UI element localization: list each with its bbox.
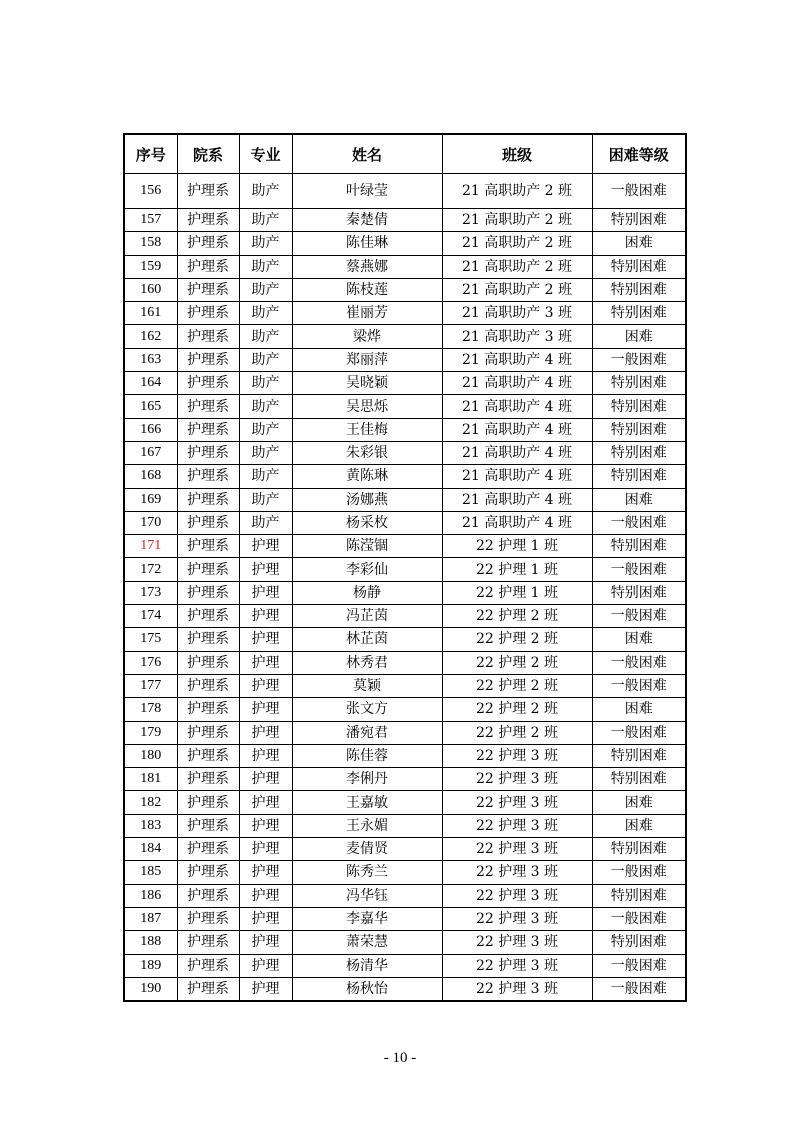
cell-class: 22 护理 3 班 — [442, 954, 592, 977]
cell-difficulty-level: 特别困难 — [592, 581, 686, 604]
cell-difficulty-level: 一般困难 — [592, 861, 686, 884]
page-number: - 10 - — [383, 1050, 417, 1066]
table-row — [124, 931, 686, 954]
cell-difficulty-level: 一般困难 — [592, 605, 686, 628]
cell-department: 护理系 — [177, 907, 239, 930]
cell-difficulty-level: 一般困难 — [592, 674, 686, 697]
cell-serial-no: 171 — [124, 535, 177, 558]
cell-class: 22 护理 3 班 — [442, 907, 592, 930]
cell-class: 21 高职助产 4 班 — [442, 441, 592, 464]
cell-class: 21 高职助产 4 班 — [442, 395, 592, 418]
cell-difficulty-level: 困难 — [592, 698, 686, 721]
cell-class: 22 护理 2 班 — [442, 721, 592, 744]
cell-major: 护理 — [239, 651, 292, 674]
cell-name: 朱彩银 — [292, 441, 442, 464]
cell-class: 22 护理 3 班 — [442, 931, 592, 954]
cell-department: 护理系 — [177, 698, 239, 721]
cell-major: 护理 — [239, 744, 292, 767]
table-row — [124, 372, 686, 395]
cell-department: 护理系 — [177, 605, 239, 628]
cell-name: 李俐丹 — [292, 768, 442, 791]
cell-difficulty-level: 特别困难 — [592, 931, 686, 954]
cell-class: 22 护理 3 班 — [442, 744, 592, 767]
cell-major: 护理 — [239, 605, 292, 628]
table-row — [124, 465, 686, 488]
cell-name: 杨秋怡 — [292, 977, 442, 1001]
cell-serial-no: 165 — [124, 395, 177, 418]
cell-department: 护理系 — [177, 628, 239, 651]
table-row — [124, 954, 686, 977]
cell-difficulty-level: 特别困难 — [592, 441, 686, 464]
cell-serial-no: 180 — [124, 744, 177, 767]
cell-class: 22 护理 3 班 — [442, 977, 592, 1001]
cell-difficulty-level: 困难 — [592, 628, 686, 651]
table-row — [124, 651, 686, 674]
cell-major: 护理 — [239, 977, 292, 1001]
cell-major: 助产 — [239, 278, 292, 301]
cell-major: 护理 — [239, 931, 292, 954]
cell-major: 护理 — [239, 954, 292, 977]
cell-department: 护理系 — [177, 884, 239, 907]
cell-department: 护理系 — [177, 814, 239, 837]
cell-class: 22 护理 1 班 — [442, 581, 592, 604]
cell-name: 麦倩贤 — [292, 838, 442, 861]
cell-difficulty-level: 特别困难 — [592, 209, 686, 232]
cell-serial-no: 177 — [124, 674, 177, 697]
cell-department: 护理系 — [177, 838, 239, 861]
cell-serial-no: 185 — [124, 861, 177, 884]
cell-serial-no: 170 — [124, 511, 177, 534]
cell-difficulty-level: 一般困难 — [592, 907, 686, 930]
cell-name: 陈滢锢 — [292, 535, 442, 558]
cell-name: 林秀君 — [292, 651, 442, 674]
cell-department: 护理系 — [177, 511, 239, 534]
cell-difficulty-level: 特别困难 — [592, 768, 686, 791]
cell-difficulty-level: 一般困难 — [592, 348, 686, 371]
cell-class: 21 高职助产 4 班 — [442, 372, 592, 395]
cell-name: 张文方 — [292, 698, 442, 721]
cell-serial-no: 179 — [124, 721, 177, 744]
cell-class: 21 高职助产 3 班 — [442, 325, 592, 348]
header-name: 姓名 — [292, 134, 442, 174]
table-row — [124, 558, 686, 581]
cell-serial-no: 186 — [124, 884, 177, 907]
table-row — [124, 255, 686, 278]
table-row — [124, 488, 686, 511]
cell-difficulty-level: 特别困难 — [592, 278, 686, 301]
cell-class: 21 高职助产 2 班 — [442, 174, 592, 209]
table-row — [124, 418, 686, 441]
table-row — [124, 884, 686, 907]
table-row — [124, 174, 686, 209]
cell-class: 21 高职助产 4 班 — [442, 465, 592, 488]
cell-department: 护理系 — [177, 372, 239, 395]
cell-serial-no: 169 — [124, 488, 177, 511]
cell-serial-no: 175 — [124, 628, 177, 651]
cell-department: 护理系 — [177, 535, 239, 558]
cell-class: 22 护理 2 班 — [442, 605, 592, 628]
cell-department: 护理系 — [177, 302, 239, 325]
cell-major: 护理 — [239, 535, 292, 558]
cell-major: 助产 — [239, 441, 292, 464]
cell-difficulty-level: 一般困难 — [592, 977, 686, 1001]
cell-name: 杨清华 — [292, 954, 442, 977]
table-row — [124, 605, 686, 628]
cell-department: 护理系 — [177, 209, 239, 232]
cell-difficulty-level: 困难 — [592, 325, 686, 348]
cell-department: 护理系 — [177, 931, 239, 954]
table-row — [124, 395, 686, 418]
cell-serial-no: 182 — [124, 791, 177, 814]
cell-class: 22 护理 3 班 — [442, 791, 592, 814]
table-row — [124, 977, 686, 1001]
cell-serial-no: 178 — [124, 698, 177, 721]
cell-major: 助产 — [239, 465, 292, 488]
cell-class: 22 护理 1 班 — [442, 558, 592, 581]
table-row — [124, 791, 686, 814]
cell-difficulty-level: 一般困难 — [592, 954, 686, 977]
cell-class: 21 高职助产 2 班 — [442, 278, 592, 301]
cell-major: 护理 — [239, 791, 292, 814]
cell-major: 助产 — [239, 255, 292, 278]
cell-name: 潘宛君 — [292, 721, 442, 744]
cell-department: 护理系 — [177, 651, 239, 674]
cell-class: 22 护理 3 班 — [442, 814, 592, 837]
cell-name: 蔡燕娜 — [292, 255, 442, 278]
cell-name: 冯芷茵 — [292, 605, 442, 628]
cell-major: 护理 — [239, 674, 292, 697]
cell-major: 护理 — [239, 814, 292, 837]
cell-name: 陈佳蓉 — [292, 744, 442, 767]
cell-serial-no: 160 — [124, 278, 177, 301]
cell-name: 崔丽芳 — [292, 302, 442, 325]
cell-class: 21 高职助产 2 班 — [442, 232, 592, 255]
cell-class: 21 高职助产 4 班 — [442, 488, 592, 511]
cell-difficulty-level: 特别困难 — [592, 744, 686, 767]
cell-department: 护理系 — [177, 441, 239, 464]
cell-difficulty-level: 特别困难 — [592, 302, 686, 325]
cell-department: 护理系 — [177, 174, 239, 209]
cell-class: 21 高职助产 4 班 — [442, 348, 592, 371]
header-major: 专业 — [239, 134, 292, 174]
cell-serial-no: 162 — [124, 325, 177, 348]
cell-serial-no: 158 — [124, 232, 177, 255]
cell-difficulty-level: 特别困难 — [592, 465, 686, 488]
cell-difficulty-level: 特别困难 — [592, 884, 686, 907]
cell-difficulty-level: 一般困难 — [592, 174, 686, 209]
cell-major: 护理 — [239, 581, 292, 604]
cell-name: 王佳梅 — [292, 418, 442, 441]
table-row — [124, 744, 686, 767]
table-row — [124, 861, 686, 884]
cell-name: 林芷茵 — [292, 628, 442, 651]
cell-difficulty-level: 特别困难 — [592, 255, 686, 278]
cell-major: 护理 — [239, 721, 292, 744]
table-row — [124, 232, 686, 255]
cell-serial-no: 157 — [124, 209, 177, 232]
cell-department: 护理系 — [177, 954, 239, 977]
cell-name: 李嘉华 — [292, 907, 442, 930]
cell-department: 护理系 — [177, 488, 239, 511]
cell-serial-no: 168 — [124, 465, 177, 488]
cell-name: 陈枝莲 — [292, 278, 442, 301]
cell-serial-no: 159 — [124, 255, 177, 278]
header-difficulty-level: 困难等级 — [592, 134, 686, 174]
cell-name: 吴晓颖 — [292, 372, 442, 395]
cell-class: 21 高职助产 3 班 — [442, 302, 592, 325]
cell-department: 护理系 — [177, 558, 239, 581]
cell-major: 护理 — [239, 861, 292, 884]
cell-department: 护理系 — [177, 278, 239, 301]
cell-difficulty-level: 一般困难 — [592, 721, 686, 744]
cell-name: 梁烨 — [292, 325, 442, 348]
cell-name: 吴思烁 — [292, 395, 442, 418]
cell-name: 黄陈琳 — [292, 465, 442, 488]
cell-class: 21 高职助产 4 班 — [442, 418, 592, 441]
cell-department: 护理系 — [177, 325, 239, 348]
cell-class: 21 高职助产 4 班 — [442, 511, 592, 534]
cell-serial-no: 187 — [124, 907, 177, 930]
cell-department: 护理系 — [177, 395, 239, 418]
cell-serial-no: 184 — [124, 838, 177, 861]
table-row — [124, 768, 686, 791]
cell-difficulty-level: 困难 — [592, 791, 686, 814]
cell-name: 杨采枚 — [292, 511, 442, 534]
cell-name: 陈佳琳 — [292, 232, 442, 255]
cell-department: 护理系 — [177, 232, 239, 255]
cell-department: 护理系 — [177, 861, 239, 884]
cell-major: 护理 — [239, 768, 292, 791]
cell-difficulty-level: 特别困难 — [592, 372, 686, 395]
table-row — [124, 441, 686, 464]
cell-major: 助产 — [239, 511, 292, 534]
table-row — [124, 348, 686, 371]
header-serial-no: 序号 — [124, 134, 177, 174]
cell-name: 萧荣慧 — [292, 931, 442, 954]
cell-serial-no: 163 — [124, 348, 177, 371]
cell-serial-no: 156 — [124, 174, 177, 209]
cell-serial-no: 183 — [124, 814, 177, 837]
table-row — [124, 278, 686, 301]
cell-difficulty-level: 困难 — [592, 814, 686, 837]
cell-major: 助产 — [239, 348, 292, 371]
table-row — [124, 628, 686, 651]
cell-serial-no: 161 — [124, 302, 177, 325]
cell-name: 王嘉敏 — [292, 791, 442, 814]
cell-name: 王永媚 — [292, 814, 442, 837]
cell-major: 助产 — [239, 395, 292, 418]
cell-serial-no: 176 — [124, 651, 177, 674]
table-row — [124, 907, 686, 930]
cell-class: 21 高职助产 2 班 — [442, 255, 592, 278]
cell-serial-no: 167 — [124, 441, 177, 464]
table-row — [124, 814, 686, 837]
cell-name: 郑丽萍 — [292, 348, 442, 371]
cell-name: 汤娜燕 — [292, 488, 442, 511]
table-row — [124, 674, 686, 697]
cell-serial-no: 166 — [124, 418, 177, 441]
cell-department: 护理系 — [177, 465, 239, 488]
cell-department: 护理系 — [177, 768, 239, 791]
table-row — [124, 581, 686, 604]
cell-department: 护理系 — [177, 418, 239, 441]
cell-class: 22 护理 3 班 — [442, 861, 592, 884]
cell-major: 护理 — [239, 838, 292, 861]
cell-name: 冯华钰 — [292, 884, 442, 907]
cell-major: 助产 — [239, 325, 292, 348]
table-row — [124, 302, 686, 325]
cell-major: 护理 — [239, 907, 292, 930]
cell-major: 助产 — [239, 232, 292, 255]
table-body — [124, 174, 686, 1002]
cell-major: 护理 — [239, 698, 292, 721]
table-row — [124, 209, 686, 232]
cell-major: 护理 — [239, 884, 292, 907]
cell-department: 护理系 — [177, 791, 239, 814]
cell-class: 22 护理 1 班 — [442, 535, 592, 558]
cell-name: 莫颖 — [292, 674, 442, 697]
cell-serial-no: 174 — [124, 605, 177, 628]
cell-class: 22 护理 2 班 — [442, 674, 592, 697]
cell-serial-no: 189 — [124, 954, 177, 977]
cell-difficulty-level: 特别困难 — [592, 838, 686, 861]
cell-name: 秦楚倩 — [292, 209, 442, 232]
table-header-row — [124, 134, 686, 174]
cell-class: 22 护理 2 班 — [442, 628, 592, 651]
cell-serial-no: 190 — [124, 977, 177, 1001]
cell-major: 助产 — [239, 209, 292, 232]
header-department: 院系 — [177, 134, 239, 174]
cell-class: 22 护理 3 班 — [442, 768, 592, 791]
cell-major: 助产 — [239, 372, 292, 395]
cell-major: 护理 — [239, 558, 292, 581]
cell-department: 护理系 — [177, 977, 239, 1001]
cell-serial-no: 164 — [124, 372, 177, 395]
table-row — [124, 535, 686, 558]
cell-department: 护理系 — [177, 674, 239, 697]
cell-class: 22 护理 3 班 — [442, 838, 592, 861]
cell-name: 杨静 — [292, 581, 442, 604]
cell-class: 22 护理 2 班 — [442, 651, 592, 674]
cell-major: 助产 — [239, 488, 292, 511]
cell-name: 李彩仙 — [292, 558, 442, 581]
cell-department: 护理系 — [177, 744, 239, 767]
cell-class: 21 高职助产 2 班 — [442, 209, 592, 232]
cell-class: 22 护理 2 班 — [442, 698, 592, 721]
cell-department: 护理系 — [177, 255, 239, 278]
cell-serial-no: 173 — [124, 581, 177, 604]
cell-serial-no: 172 — [124, 558, 177, 581]
cell-department: 护理系 — [177, 721, 239, 744]
table-row — [124, 325, 686, 348]
cell-name: 陈秀兰 — [292, 861, 442, 884]
cell-difficulty-level: 困难 — [592, 232, 686, 255]
cell-serial-no: 188 — [124, 931, 177, 954]
cell-department: 护理系 — [177, 581, 239, 604]
cell-major: 助产 — [239, 302, 292, 325]
cell-difficulty-level: 特别困难 — [592, 395, 686, 418]
cell-difficulty-level: 困难 — [592, 488, 686, 511]
table-row — [124, 511, 686, 534]
cell-difficulty-level: 一般困难 — [592, 651, 686, 674]
cell-department: 护理系 — [177, 348, 239, 371]
table-row — [124, 698, 686, 721]
header-class: 班级 — [442, 134, 592, 174]
cell-major: 助产 — [239, 174, 292, 209]
cell-name: 叶绿莹 — [292, 174, 442, 209]
cell-difficulty-level: 一般困难 — [592, 511, 686, 534]
cell-serial-no: 181 — [124, 768, 177, 791]
student-roster-table — [123, 133, 687, 1002]
cell-major: 护理 — [239, 628, 292, 651]
table-row — [124, 838, 686, 861]
cell-difficulty-level: 特别困难 — [592, 535, 686, 558]
table-row — [124, 721, 686, 744]
cell-difficulty-level: 特别困难 — [592, 418, 686, 441]
cell-difficulty-level: 一般困难 — [592, 558, 686, 581]
cell-class: 22 护理 3 班 — [442, 884, 592, 907]
cell-major: 助产 — [239, 418, 292, 441]
